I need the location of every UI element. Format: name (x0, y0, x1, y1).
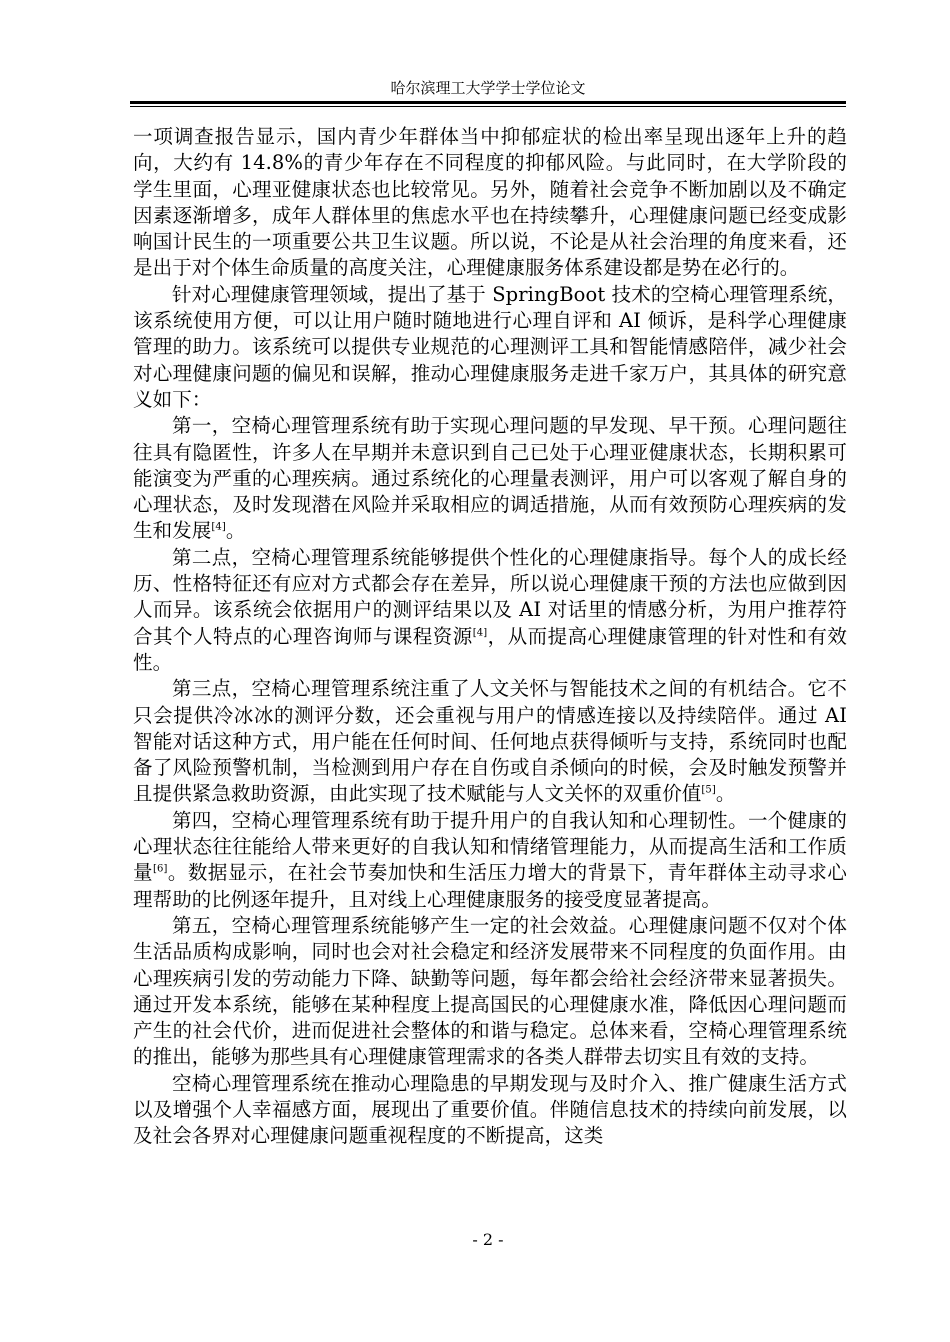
page-number: - 2 - (472, 1230, 504, 1249)
paragraph-5: 第三点，空椅心理管理系统注重了人文关怀与智能技术之间的有机结合。它不只会提供冷冰冰的测评分数，还会重视与用户的情感连接以及持续陪伴。通过 AI 智能对话这种方式，用户能在任何时间、任何地点获得倾听与支持，系统同时也配备了风险预警机制，当检测到用户存在自伤或自杀倾向的时候，会及时触发预警并且提供紧急救助资源，由此实现了技术赋能与人文关怀的双重价值[5]。 (133, 677, 847, 806)
running-header: 哈尔滨理工大学学士学位论文 (390, 79, 586, 97)
body-text (133, 124, 847, 1150)
paragraph-8: 空椅心理管理系统在推动心理隐患的早期发现与及时介入、推广健康生活方式以及增强个人幸福感方面，展现出了重要价值。伴随信息技术的持续向前发展，以及社会各界对心理健康问题重视程度的不断提高，这类 (133, 1071, 847, 1148)
paragraph-6: 第四，空椅心理管理系统有助于提升用户的自我认知和心理韧性。一个健康的心理状态往往能给人带来更好的自我认知和情绪管理能力，从而提高生活和工作质量[6]。数据显示，在社会节奏加快和生活压力增大的背景下，青年群体主动寻求心理帮助的比例逐年提升，且对线上心理健康服务的接受度显著提高。 (133, 808, 847, 911)
paragraph-3: 第一，空椅心理管理系统有助于实现心理问题的早发现、早干预。心理问题往往具有隐匿性，许多人在早期并未意识到自己已处于心理亚健康状态，长期积累可能演变为严重的心理疾病。通过系统化的心理量表测评，用户可以客观了解自身的心理状态，及时发现潜在风险并采取相应的调适措施，从而有效预防心理疾病的发生和发展[4]。 (133, 414, 847, 543)
header-rule-thin (130, 106, 846, 107)
citation-ref: [4] (472, 627, 488, 639)
paragraph-1: 一项调查报告显示，国内青少年群体当中抑郁症状的检出率呈现出逐年上升的趋向，大约有 14.8%的青少年存在不同程度的抑郁风险。与此同时，在大学阶段的学生里面，心理亚健康状态也比较常见。另外，随着社会竞争不断加剧以及不确定因素逐渐增多，成年人群体里的焦虑水平也在持续攀升，心理健康问题已经变成影响国计民生的一项重要公共卫生议题。所以说，不论是从社会治理的角度来看，还是出于对个体生命质量的高度关注，心理健康服务体系建设都是势在必行的。 (133, 125, 847, 280)
header-rule-thick (130, 101, 846, 104)
citation-ref: [5] (701, 784, 716, 796)
citation-ref: [6] (153, 863, 168, 875)
citation-ref: [4] (211, 521, 226, 533)
paragraph-7: 第五，空椅心理管理系统能够产生一定的社会效益。心理健康问题不仅对个体生活品质构成影响，同时也会对社会稳定和经济发展带来不同程度的负面作用。由心理疾病引发的劳动能力下降、缺勤等问题，每年都会给社会经济带来显著损失。通过开发本系统，能够在某种程度上提高国民的心理健康水准，降低因心理问题而产生的社会代价，进而促进社会整体的和谐与稳定。总体来看，空椅心理管理系统的推出，能够为那些具有心理健康管理需求的各类人群带去切实且有效的支持。 (133, 913, 847, 1069)
paragraph-4: 第二点，空椅心理管理系统能够提供个性化的心理健康指导。每个人的成长经历、性格特征还有应对方式都会存在差异，所以说心理健康干预的方法也应做到因人而异。该系统会依据用户的测评结果以及 AI 对话里的情感分析，为用户推荐符合其个人特点的心理咨询师与课程资源[4]，从而提高心理健康管理的针对性和有效性。 (133, 545, 847, 674)
paragraph-2: 针对心理健康管理领域，提出了基于 SpringBoot 技术的空椅心理管理系统，该系统使用方便，可以让用户随时随地进行心理自评和 AI 倾诉，是科学心理健康管理的助力。该系统可以提供专业规范的心理测评工具和智能情感陪伴，减少社会对心理健康问题的偏见和误解，推动心理健康服务走进千家万户，其具体的研究意义如下： (133, 282, 847, 411)
